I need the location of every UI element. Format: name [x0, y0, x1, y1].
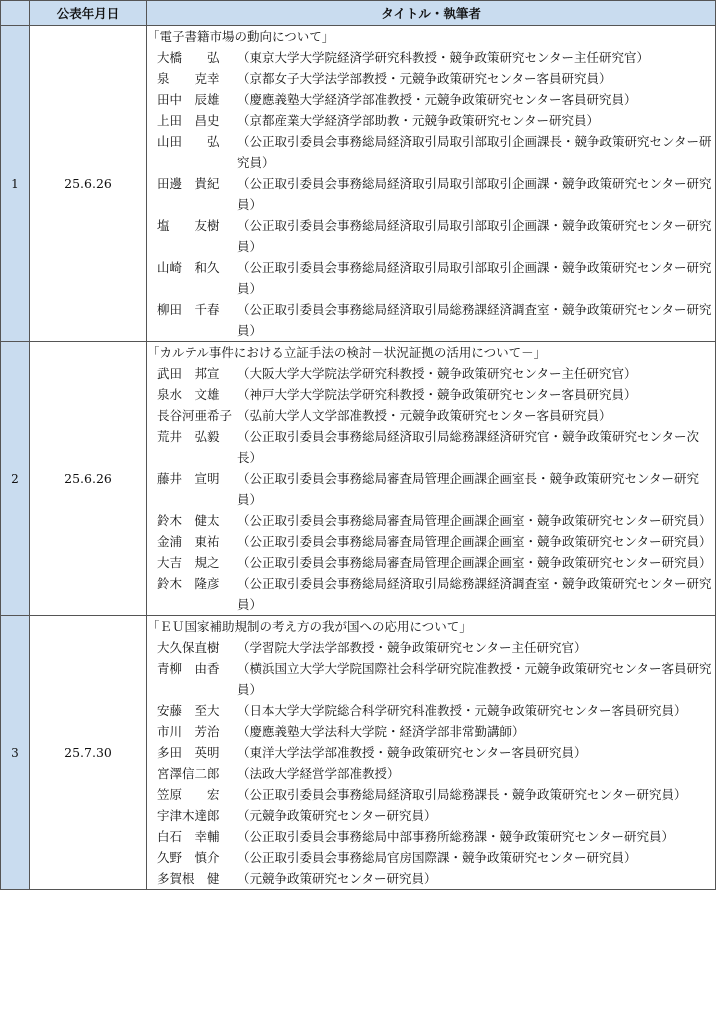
author-entry: [147, 552, 715, 573]
author-name: 鈴木 隆彦: [157, 576, 220, 591]
author-entry: [147, 131, 715, 173]
author-entry: [147, 826, 715, 847]
author-name: 藤井 宣明: [157, 471, 220, 486]
author-name: 泉 克幸: [157, 71, 220, 86]
paper-title: 「ＥＵ国家補助規制の考え方の我が国への応用について」: [147, 619, 472, 634]
author-name: 多賀根 健: [157, 871, 220, 886]
author-name: 田中 辰雄: [157, 92, 220, 107]
table-row: [1, 342, 716, 616]
author-entry: [147, 721, 715, 742]
author-affiliation: （日本大学大学院総合科学研究科准教授・元競争政策研究センター客員研究員）: [237, 703, 687, 718]
author-entry: [147, 89, 715, 110]
author-name: 荒井 弘毅: [157, 429, 220, 444]
header-date: 公表年月日: [30, 1, 147, 26]
author-name: 山田 弘: [157, 134, 220, 149]
row-number: 1: [1, 26, 30, 342]
author-affiliation: （元競争政策研究センター研究員）: [237, 808, 437, 823]
author-entry: [147, 763, 715, 784]
author-affiliation: （横浜国立大学大学院国際社会科学研究院准教授・元競争政策研究センター客員研究員）: [237, 661, 712, 697]
author-affiliation: （元競争政策研究センター研究員）: [237, 871, 437, 886]
author-name: 久野 慎介: [157, 850, 220, 865]
author-name: 多田 英明: [157, 745, 220, 760]
author-entry: [147, 510, 715, 531]
author-entry: [147, 68, 715, 89]
author-name: 柳田 千春: [157, 302, 220, 317]
author-entry: [147, 405, 715, 426]
author-entry: [147, 363, 715, 384]
author-affiliation: （東洋大学法学部准教授・競争政策研究センター客員研究員）: [237, 745, 587, 760]
author-affiliation: （公正取引委員会事務総局経済取引局取引部取引企画課・競争政策研究センター研究員）: [237, 176, 712, 212]
author-name: 長谷河亜希子: [157, 408, 233, 423]
author-affiliation: （公正取引委員会事務総局経済取引局取引部取引企画課長・競争政策研究センター研究員）: [237, 134, 712, 170]
author-entry: [147, 573, 715, 615]
author-entry: [147, 468, 715, 510]
author-entry: [147, 658, 715, 700]
author-affiliation: （公正取引委員会事務総局審査局管理企画課企画室・競争政策研究センター研究員）: [237, 555, 712, 570]
author-name: 安藤 至大: [157, 703, 220, 718]
author-entry: [147, 426, 715, 468]
title-authors-cell: [147, 616, 716, 890]
publication-date: 25.6.26: [30, 342, 147, 616]
author-name: 鈴木 健太: [157, 513, 220, 528]
author-affiliation: （公正取引委員会事務総局審査局管理企画課企画室・競争政策研究センター研究員）: [237, 513, 712, 528]
author-affiliation: （弘前大学人文学部准教授・元競争政策研究センター客員研究員）: [237, 408, 612, 423]
author-entry: [147, 110, 715, 131]
author-affiliation: （公正取引委員会事務総局官房国際課・競争政策研究センター研究員）: [237, 850, 637, 865]
author-affiliation: （京都女子大学法学部教授・元競争政策研究センター客員研究員）: [237, 71, 612, 86]
author-name: 田邊 貴紀: [157, 176, 220, 191]
header-row: [1, 1, 716, 26]
author-affiliation: （公正取引委員会事務総局経済取引局総務課経済研究官・競争政策研究センター次長）: [237, 429, 700, 465]
author-affiliation: （学習院大学法学部教授・競争政策研究センター主任研究官）: [237, 640, 587, 655]
row-number: 2: [1, 342, 30, 616]
header-number: [1, 1, 30, 26]
author-affiliation: （公正取引委員会事務総局経済取引局取引部取引企画課・競争政策研究センター研究員）: [237, 260, 712, 296]
author-name: 大吉 規之: [157, 555, 220, 570]
author-name: 大橋 弘: [157, 50, 220, 65]
author-affiliation: （東京大学大学院経済学研究科教授・競争政策研究センター主任研究官）: [237, 50, 650, 65]
title-authors-cell: [147, 342, 716, 616]
author-name: 山崎 和久: [157, 260, 220, 275]
author-name: 大久保直樹: [157, 640, 220, 655]
author-entry: [147, 742, 715, 763]
row-number: 3: [1, 616, 30, 890]
author-affiliation: （慶應義塾大学経済学部准教授・元競争政策研究センター客員研究員）: [237, 92, 637, 107]
author-affiliation: （京都産業大学経済学部助教・元競争政策研究センター研究員）: [237, 113, 600, 128]
author-affiliation: （神戸大学大学院法学研究科教授・競争政策研究センター客員研究員）: [237, 387, 637, 402]
author-name: 白石 幸輔: [157, 829, 220, 844]
paper-title: 「電子書籍市場の動向について」: [147, 29, 335, 44]
author-entry: [147, 47, 715, 68]
author-name: 塩 友樹: [157, 218, 220, 233]
author-entry: [147, 215, 715, 257]
author-name: 宇津木達郎: [157, 808, 220, 823]
title-authors-cell: [147, 26, 716, 342]
author-affiliation: （大阪大学大学院法学研究科教授・競争政策研究センター主任研究官）: [237, 366, 637, 381]
author-entry: [147, 531, 715, 552]
author-name: 泉水 文雄: [157, 387, 220, 402]
author-affiliation: （公正取引委員会事務総局経済取引局取引部取引企画課・競争政策研究センター研究員）: [237, 218, 712, 254]
table-row: [1, 616, 716, 890]
author-name: 市川 芳治: [157, 724, 220, 739]
table-row: [1, 26, 716, 342]
author-entry: [147, 637, 715, 658]
author-entry: [147, 173, 715, 215]
author-name: 上田 昌史: [157, 113, 220, 128]
publication-date: 25.6.26: [30, 26, 147, 342]
author-entry: [147, 805, 715, 826]
author-affiliation: （法政大学経営学部准教授）: [237, 766, 400, 781]
author-name: 笠原 宏: [157, 787, 220, 802]
author-entry: [147, 847, 715, 868]
author-affiliation: （公正取引委員会事務総局経済取引局総務課長・競争政策研究センター研究員）: [237, 787, 687, 802]
author-entry: [147, 868, 715, 889]
header-title-authors: タイトル・執筆者: [147, 1, 716, 26]
author-name: 武田 邦宣: [157, 366, 220, 381]
author-affiliation: （公正取引委員会事務総局経済取引局総務課経済調査室・競争政策研究センター研究員）: [237, 302, 712, 338]
author-entry: [147, 257, 715, 299]
paper-title: 「カルテル事件における立証手法の検討－状況証拠の活用について－」: [147, 345, 547, 360]
author-entry: [147, 384, 715, 405]
publication-date: 25.7.30: [30, 616, 147, 890]
author-affiliation: （公正取引委員会事務総局審査局管理企画課企画室・競争政策研究センター研究員）: [237, 534, 712, 549]
author-entry: [147, 784, 715, 805]
author-affiliation: （慶應義塾大学法科大学院・経済学部非常勤講師）: [237, 724, 525, 739]
author-affiliation: （公正取引委員会事務総局中部事務所総務課・競争政策研究センター研究員）: [237, 829, 675, 844]
author-name: 青柳 由香: [157, 661, 220, 676]
author-name: 宮澤信二郎: [157, 766, 220, 781]
author-entry: [147, 700, 715, 721]
author-name: 金浦 東祐: [157, 534, 220, 549]
author-affiliation: （公正取引委員会事務総局経済取引局総務課経済調査室・競争政策研究センター研究員）: [237, 576, 712, 612]
author-entry: [147, 299, 715, 341]
author-affiliation: （公正取引委員会事務総局審査局管理企画課企画室長・競争政策研究センター研究員）: [237, 471, 700, 507]
